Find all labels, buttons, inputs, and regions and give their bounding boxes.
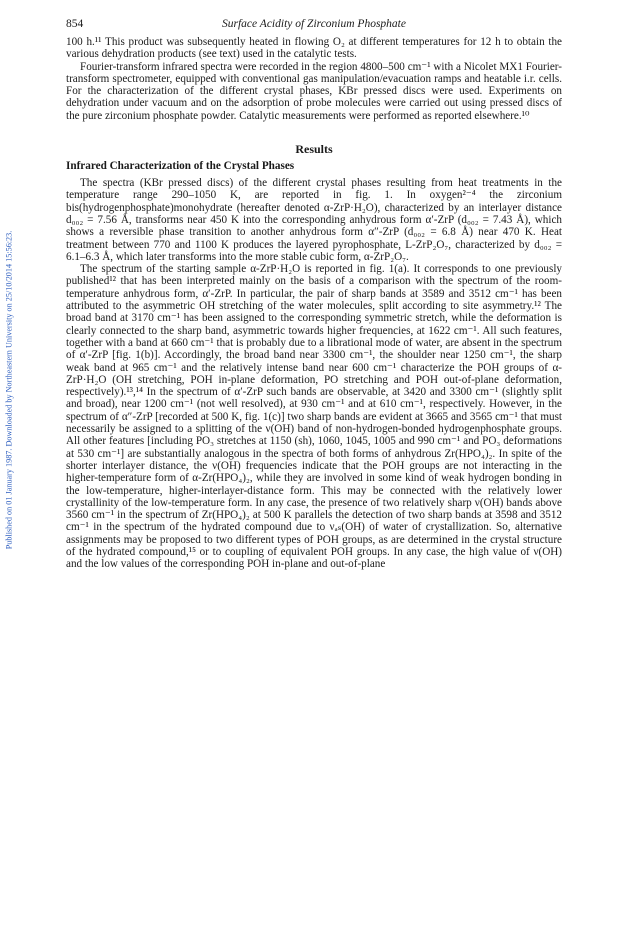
running-head (66, 18, 562, 36)
page-number: 854 (66, 18, 84, 30)
paragraph: The spectra (KBr pressed discs) of the different crystal phases resulting from heat treatments in the temperature range 290–1050 K, are reported in fig. 1. In oxygen²⁻⁴ the zirconium bis(hydrogenphosphate)monohydrate (hereafter denoted α-ZrP·H₂O), characterized by an interlayer distance d₀₀₂ = 7.56 Å, transforms near 450 K into the corresponding anhydrous form α′-ZrP (d₀₀₂ = 7.43 Å), which shows a reversible phase transition to another anhydrous form α″-ZrP (d₀₀₂ = 6.8 Å) near 470 K. Heat treatment between 770 and 1100 K produces the layered pyrophosphate, L-ZrP₂O₇, characterized by d₀₀₂ = 6.1–6.3 Å, which later transforms into the more stable cubic form, α-ZrP₂O₇. (66, 177, 562, 263)
paragraph: 100 h.¹¹ This product was subsequently heated in flowing O₂ at different temperatures for 12 h to obtain the various dehydration products (see text) used in the catalytic tests. (66, 36, 562, 61)
section-title: Results (295, 142, 333, 157)
download-watermark (2, 140, 16, 640)
download-watermark-text: Published on 01 January 1987. Downloaded by Northeastern University on 25/10/2014 15:56:23. (4, 230, 14, 550)
paragraph: Fourier-transform infrared spectra were recorded in the region 4800–500 cm⁻¹ with a Nicolet MX1 Fourier-transform spectrometer, equipped with conventional gas manipulation/evacuation ramps and heatable i.r. cells. For the characterization of the different crystal phases, KBr pressed discs were used. Experiments on dehydration under vacuum and on the adsorption of probe molecules were carried out using pressed discs of the pure zirconium phosphate powder. Catalytic measurements were performed as reported elsewhere.¹⁰ (66, 60, 562, 122)
running-title: Surface Acidity of Zirconium Phosphate (222, 18, 406, 30)
paragraph: The spectrum of the starting sample α-ZrP·H₂O is reported in fig. 1(a). It corresponds to one previously published¹² that has been interpreted mainly on the basis of a comparison with the spectrum of the room-temperature anhydrous form, α′-ZrP. In particular, the pair of sharp bands at 3589 and 3512 cm⁻¹ has been attributed to the asymmetric OH stretching of the water molecules, split according to site asymmetry.¹² The broad band at 3170 cm⁻¹ has been assigned to the corresponding symmetric stretch, while the deformation is clearly connected to the sharp band, asymmetric towards higher frequencies, at 1622 cm⁻¹. All such features, together with a band at 660 cm⁻¹ that is probably due to a librational mode of water, are absent in the spectrum of α′-ZrP [fig. 1(b)]. Accordingly, the broad band near 3300 cm⁻¹, the shoulder near 1250 cm⁻¹, the sharp weak band at 965 cm⁻¹ and the relatively intense band near 600 cm⁻¹ characterize the POH groups of α-ZrP·H₂O (OH stretching, POH in-plane deformation, PO stretching and POH out-of-plane deformation, respectively).¹³,¹⁴ In the spectrum of α′-ZrP such bands are observable, at 3420 and 3300 cm⁻¹ (slightly split and broad), near 1200 cm⁻¹ (not well resolved), at 930 cm⁻¹ and at 610 cm⁻¹, respectively. However, in the spectrum of α″-ZrP [recorded at 500 K, fig. 1(c)] two sharp bands are evident at 3665 and 3565 cm⁻¹ that must necessarily be assigned to a splitting of the ν(OH) band of non-hydrogen-bonded hydrogenphosphate groups. All other features [including PO₃ stretches at 1150 (sh), 1060, 1045, 1005 and 990 cm⁻¹ and PO₃ deformations at 530 cm⁻¹] are substantially analogous in the spectra of both forms of anhydrous Zr(HPO₄)₂. In spite of the shorter interlayer distance, the ν(OH) frequencies indicate that the POH groups are not interacting in the higher-temperature form of α-Zr(HPO₄)₂, while they are involved in some kind of weak hydrogen bonding in the low-temperature, higher-interlayer-distance form. This may be connected with the relatively lower crystallinity of the low-temperature form. In any case, the presence of two relatively sharp ν(OH) bands above 3560 cm⁻¹ in the spectrum of Zr(HPO₄)₂ at 500 K parallels the detection of two sharp bands at 3598 and 3512 cm⁻¹ in the spectrum of the hydrated compound due to νₐₛ(OH) of water of crystallization. So, alternative assignments may be proposed to two different types of POH groups, as are determined in the crystal structure of the hydrated compound,¹⁵ or to coupling of equivalent POH groups. In any case, the high value of ν(OH) and the low values of the corresponding POH in-plane and out-of-plane (66, 263, 562, 571)
subsection-title: Infrared Characterization of the Crystal Phases (66, 160, 295, 173)
page-body (66, 18, 562, 571)
